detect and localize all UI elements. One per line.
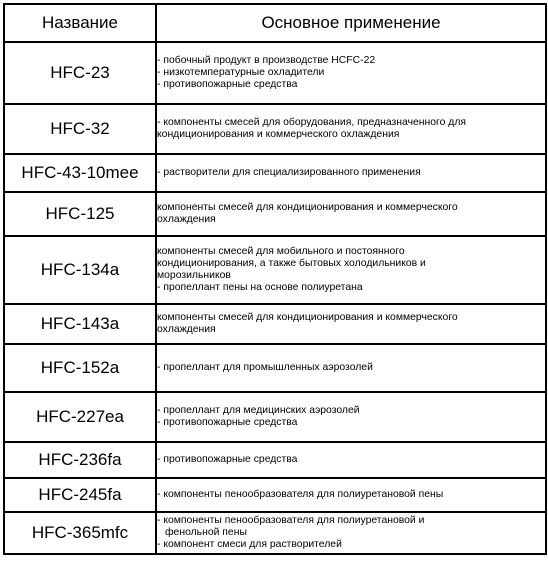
row-use xyxy=(156,42,546,104)
table-row xyxy=(4,154,546,192)
use-line: охлаждения xyxy=(157,214,216,225)
row-use xyxy=(156,192,546,236)
use-line: компоненты смесей для кондиционирования и коммерческого xyxy=(157,202,458,213)
use-line: морозильников xyxy=(157,270,231,281)
use-line: - компоненты пенообразователя для полиуретановой пены xyxy=(157,489,444,500)
row-use xyxy=(156,154,546,192)
table-row xyxy=(4,478,546,512)
use-line: - компоненты смесей для оборудования, предназначенного для xyxy=(157,117,467,128)
use-line: - компоненты пенообразователя для полиуретановой и xyxy=(157,515,425,526)
table-row xyxy=(4,512,546,554)
row-name: HFC-152a xyxy=(4,344,156,392)
use-line: - противопожарные средства xyxy=(157,454,298,465)
use-line: кондиционирования и коммерческого охлаждения xyxy=(157,129,400,140)
use-line: кондиционирования, а также бытовых холодильников и xyxy=(157,258,426,269)
use-line: - пропеллант для промышленных аэрозолей xyxy=(157,362,373,373)
row-name: HFC-365mfc xyxy=(4,512,156,554)
use-line: - противопожарные средства xyxy=(157,417,298,428)
row-name: HFC-245fa xyxy=(4,478,156,512)
row-name: HFC-236fa xyxy=(4,442,156,478)
use-line: - низкотемпературные охладители xyxy=(157,67,325,78)
table-row xyxy=(4,392,546,442)
hfc-table xyxy=(3,3,547,555)
row-use xyxy=(156,304,546,344)
use-line: - компонент смеси для растворителей xyxy=(157,539,342,550)
use-line: - пропеллант пены на основе полиуретана xyxy=(157,282,363,293)
row-use xyxy=(156,392,546,442)
row-name: HFC-23 xyxy=(4,42,156,104)
table-row xyxy=(4,42,546,104)
use-line: компоненты смесей для кондиционирования и коммерческого xyxy=(157,312,458,323)
header-use: Основное применение xyxy=(156,4,546,42)
table-row xyxy=(4,344,546,392)
row-name: HFC-125 xyxy=(4,192,156,236)
row-use xyxy=(156,104,546,154)
table-row xyxy=(4,192,546,236)
table-row xyxy=(4,304,546,344)
table-row xyxy=(4,236,546,304)
use-line: фенольной пены xyxy=(165,527,247,538)
header-name: Название xyxy=(4,4,156,42)
use-line: охлаждения xyxy=(157,324,216,335)
row-use xyxy=(156,344,546,392)
row-name: HFC-134a xyxy=(4,236,156,304)
row-use xyxy=(156,478,546,512)
row-name: HFC-43-10mee xyxy=(4,154,156,192)
table-row xyxy=(4,104,546,154)
row-use xyxy=(156,442,546,478)
table-row xyxy=(4,442,546,478)
use-line: - пропеллант для медицинских аэрозолей xyxy=(157,405,360,416)
use-line: - растворители для специализированного применения xyxy=(157,167,421,178)
row-use xyxy=(156,236,546,304)
use-line: компоненты смесей для мобильного и постоянного xyxy=(157,246,405,257)
row-use xyxy=(156,512,546,554)
row-name: HFC-227ea xyxy=(4,392,156,442)
header-row xyxy=(4,4,546,42)
use-line: - побочный продукт в производстве HCFC-22 xyxy=(157,55,376,66)
row-name: HFC-143a xyxy=(4,304,156,344)
use-line: - противопожарные средства xyxy=(157,79,298,90)
row-name: HFC-32 xyxy=(4,104,156,154)
